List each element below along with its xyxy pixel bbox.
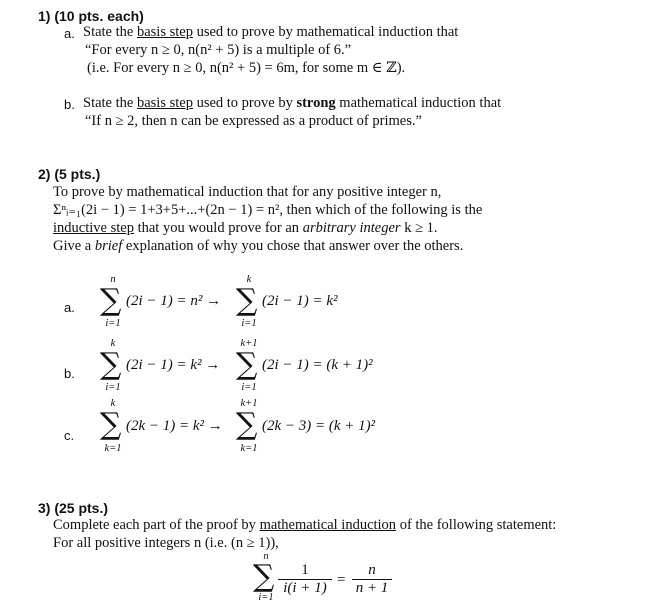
q1-header: 1) (10 pts. each) — [38, 8, 144, 24]
q1a-text-rest: used to prove by mathematical induction that — [192, 24, 459, 40]
q1b-line1 — [83, 95, 501, 112]
fraction-numerator: 1 — [301, 562, 309, 578]
q3-line2: For all positive integers n (i.e. (n ≥ 1)), — [53, 535, 279, 551]
sum-lower-limit: i=1 — [105, 318, 121, 329]
q2-line1: To prove by mathematical induction that for any positive integer n, — [53, 184, 442, 200]
sum-lower-limit: i=1 — [105, 382, 121, 393]
q1b-text-mid: used to prove by — [192, 95, 297, 111]
sum-upper-limit: n — [110, 274, 116, 285]
q2-header: 2) (5 pts.) — [38, 166, 101, 182]
q1a-statement: “For every n ≥ 0, n(n² + 5) is a multiple of 6.” — [85, 42, 352, 58]
q1b-text-rest: mathematical induction that — [335, 95, 502, 111]
q1a-line1 — [83, 24, 458, 41]
sum-upper-limit: k — [110, 398, 116, 409]
q3-header: 3) (25 pts.) — [38, 500, 109, 516]
q3-induction-term: mathematical induction — [259, 517, 397, 533]
equals-sign: = — [337, 572, 346, 588]
sigma-symbol: ∑ — [236, 347, 258, 382]
q2-line2: Σⁿᵢ₌₁(2i − 1) = 1+3+5+...+(2n − 1) = n², then which of the following is the — [53, 202, 483, 218]
q1a-label: a. — [64, 26, 75, 41]
sigma-symbol: ∑ — [100, 407, 122, 442]
q2-arbitrary-term: arbitrary integer — [302, 220, 401, 236]
q2-line4-text: Give a — [53, 238, 95, 254]
sum-lower-limit: i=1 — [241, 318, 257, 329]
option-expression-left: (2k − 1) = k² → — [126, 418, 223, 434]
sigma-symbol: ∑ — [100, 283, 122, 318]
sum-lower-limit: k=1 — [240, 443, 258, 454]
q2-inductive-step-term: inductive step — [53, 220, 134, 236]
option-label: b. — [64, 366, 75, 381]
q2-brief-term: brief — [94, 238, 123, 254]
fraction-right — [352, 562, 392, 597]
q1b-strong-term: strong — [296, 95, 336, 111]
q1b-basis-step-term: basis step — [136, 95, 193, 111]
option-expression-left: (2i − 1) = k² → — [126, 357, 221, 373]
q3-line1-text: Complete each part of the proof by — [53, 517, 260, 533]
q2-line3-rest: k ≥ 1. — [400, 220, 438, 236]
sum-lower-limit: i=1 — [241, 382, 257, 393]
sum-upper-limit: k+1 — [240, 398, 258, 409]
option-label: a. — [64, 300, 75, 315]
fraction-left — [278, 562, 332, 597]
sum-upper-limit: k — [110, 338, 116, 349]
sigma-symbol: ∑ — [100, 347, 122, 382]
fraction-numerator: n — [368, 562, 376, 578]
q1b-label: b. — [64, 97, 75, 112]
q1b-statement: “If n ≥ 2, then n can be expressed as a product of primes.” — [85, 113, 422, 129]
q3-line1-rest: of the following statement: — [396, 517, 557, 533]
q1a-restatement: (i.e. For every n ≥ 0, n(n² + 5) = 6m, for some m ∈ ℤ). — [87, 60, 406, 76]
sum-upper-limit: k — [246, 274, 252, 285]
sum-upper-limit: n — [263, 551, 269, 562]
sigma-symbol: ∑ — [253, 559, 275, 594]
sum-upper-limit: k+1 — [240, 338, 258, 349]
option-expression-right: (2k − 3) = (k + 1)² — [262, 418, 376, 434]
option-expression-left: (2i − 1) = n² → — [126, 293, 222, 309]
sigma-symbol: ∑ — [236, 283, 258, 318]
q2-line4 — [53, 238, 463, 255]
fraction-denominator: n + 1 — [352, 579, 392, 597]
option-expression-right: (2i − 1) = k² — [262, 293, 338, 309]
sum-lower-limit: i=1 — [258, 592, 274, 603]
q1a-text: State the — [83, 24, 137, 40]
q1b-text: State the — [83, 95, 137, 111]
sum-lower-limit: k=1 — [104, 443, 122, 454]
fraction-denominator: i(i + 1) — [278, 579, 332, 597]
q2-line4-rest: explanation of why you chose that answer over the others. — [122, 238, 464, 254]
q3-line1 — [53, 517, 556, 534]
sigma-symbol: ∑ — [236, 407, 258, 442]
option-label: c. — [64, 428, 75, 443]
q2-line3 — [53, 220, 438, 237]
q1a-basis-step-term: basis step — [136, 24, 193, 40]
q2-line3-text: that you would prove for an — [133, 220, 303, 236]
option-expression-right: (2i − 1) = (k + 1)² — [262, 357, 373, 373]
